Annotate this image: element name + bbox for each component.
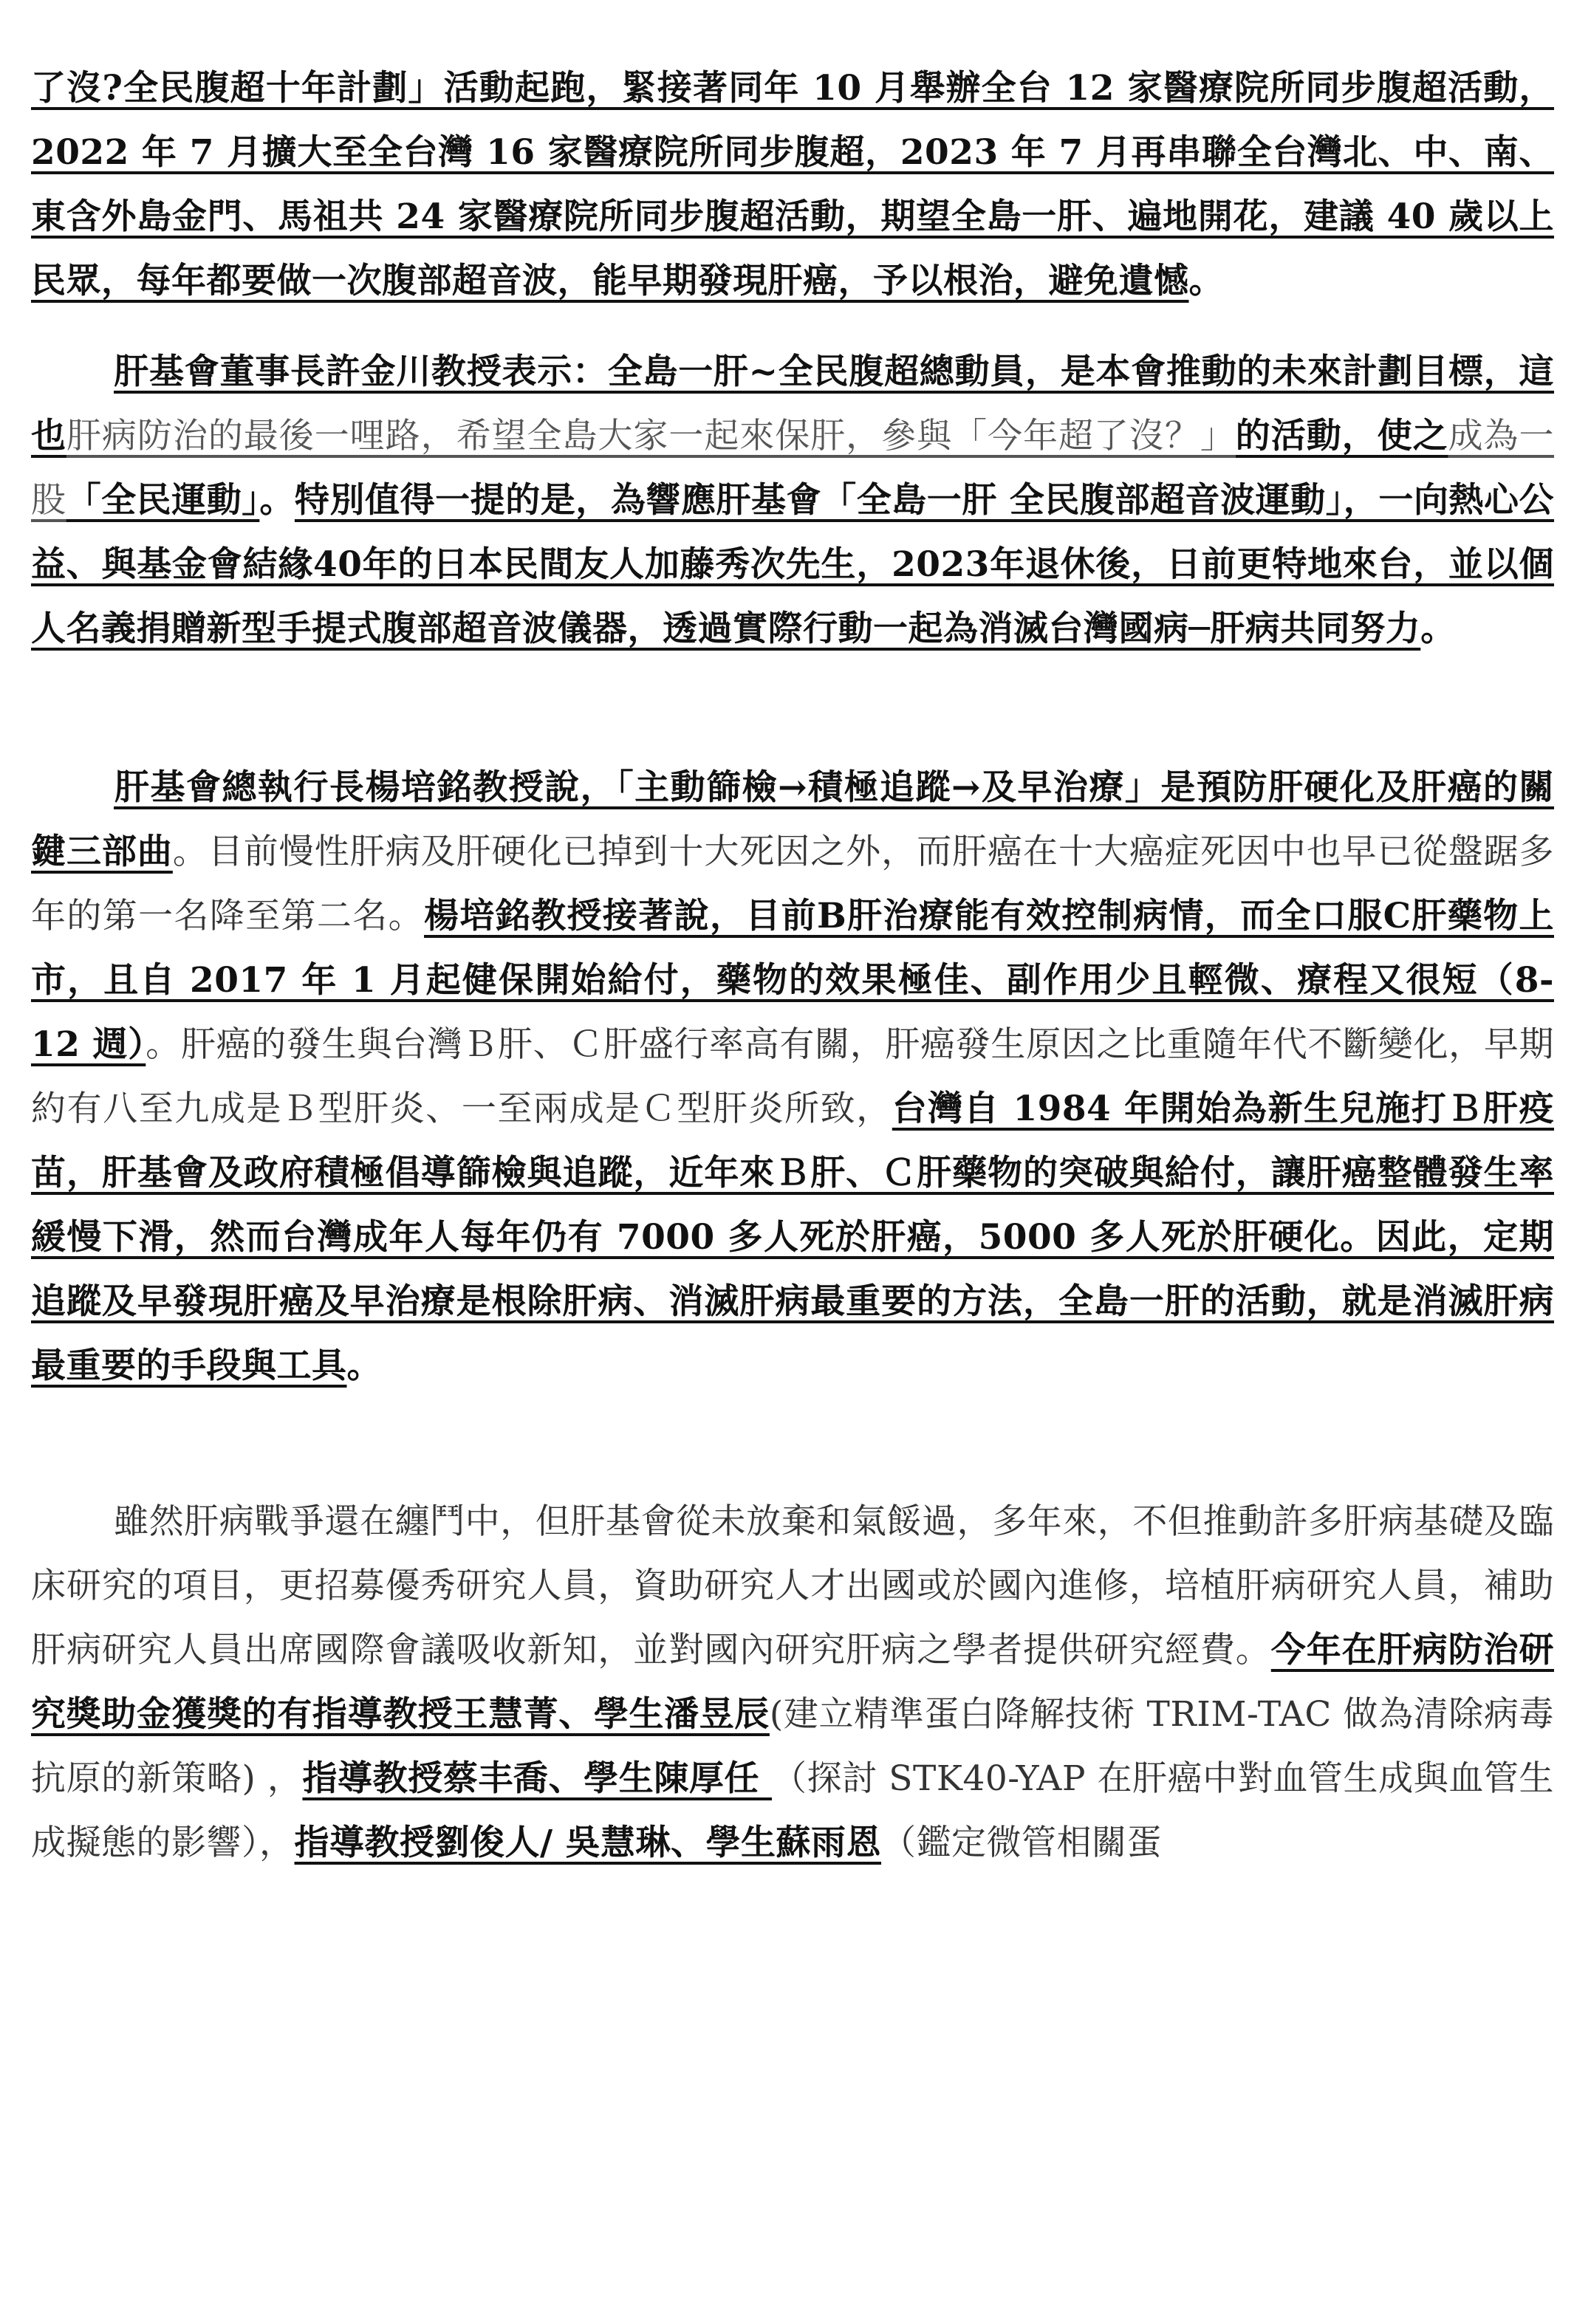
text-run: （鑑定微管相關蛋 [881,1823,1163,1863]
text-run: 楊培銘教授接著說，目前B肝治療能有效控制病情，而全口服C肝藥物上市，且自 2017 年 1 月起健保開始給付，藥物的效果極佳、副作用少且輕微、療程又很短（8-12 週） [31,896,1554,1065]
text-run: 指導教授蔡丰喬、學生陳厚任 [302,1758,773,1799]
text-run: 成為一股 [31,416,1555,521]
paragraph-2 [31,340,1554,661]
text-run: 肝病防治的最後一哩路，希望全島大家一起來保肝，參與「今年超了沒？」 [66,416,1236,456]
text-run: 雖然肝病戰爭還在纏鬥中，但肝基會從未放棄和氣餒過，多年來，不但推動許多肝病基礎及臨床研究的項目，更招募優秀研究人員，資助研究人才出國或於國內進修，培植肝病研究人員，補助肝病研究人員出席國際會議吸收新知，並對國內研究肝病之學者提供研究經費。 [31,1501,1554,1670]
text-run: 。目前慢性肝病及肝硬化已掉到十大死因之外，而肝癌在十大癌症死因中也早已從盤踞多年的第一名降至第二名。 [31,832,1554,936]
text-run: 特別值得一提的是，為響應肝基會「全島一肝 全民腹部超音波運動」，一向熱心公益、與基金會結緣40年的日本民間友人加藤秀次先生，2023年退休後，日前更特地來台，並以個人名義捐贈新型手提式腹部超音波儀器，透過實際行動一起為消滅台灣國病─肝病共同努力 [31,480,1555,649]
text-run: 「全民運動」 [66,480,260,521]
paragraph-4 [31,1490,1554,1875]
text-run: 了沒?全民腹超十年計劃」活動起跑，緊接著同年 10 月舉辦全台 12 家醫療院所同步腹超活動，2022 年 7 月擴大至全台灣 16 家醫療院所同步腹超，2023 年 7 月再串聯全台灣北、中、南、東含外島金門、馬祖共 24 家醫療院所同步腹超活動，期望全島一肝、遍地開花，建議 40 歲以上民眾，每年都要做一次腹部超音波，能早期發現肝癌，予以根治，避免遺憾 [31,68,1554,301]
text-run: 。 [1420,609,1456,649]
text-run: 的活動，使之 [1235,416,1448,456]
text-run: 。 [346,1346,382,1386]
text-run: 。 [259,480,295,521]
paragraph-3 [31,755,1554,1398]
text-run: 。肝癌的發生與台灣Ｂ肝、Ｃ肝盛行率高有關，肝癌發生原因之比重隨年代不斷變化，早期約有八至九成是Ｂ型肝炎、一至兩成是Ｃ型肝炎所致， [31,1024,1554,1129]
text-run: (建立精準蛋白降解技術 TRIM-TAC 做為清除病毒抗原的新策略) ， [31,1694,1554,1799]
paragraph-1 [31,56,1554,313]
text-run: 指導教授劉俊人/ 吳慧琳、學生蘇雨恩 [294,1823,882,1863]
text-run: 。 [1188,261,1224,301]
text-run: 今年在肝病防治研究獎助金獲獎的有指導教授王慧菁、學生潘昱辰 [31,1630,1554,1735]
text-run: 台灣自 1984 年開始為新生兒施打Ｂ肝疫苗，肝基會及政府積極倡導篩檢與追蹤，近年來Ｂ肝、Ｃ肝藥物的突破與給付，讓肝癌整體發生率緩慢下滑，然而台灣成年人每年仍有 7000 多人死於肝癌，5000 多人死於肝硬化。因此，定期追蹤及早發現肝癌及早治療是根除肝病、消滅肝病最重要的方法，全島一肝的活動，就是消滅肝病最重要的手段與工具 [31,1089,1554,1386]
text-run: 肝基會總執行長楊培銘教授說，「主動篩檢→積極追蹤→及早治療」是預防肝硬化及肝癌的關鍵三部曲 [31,767,1554,872]
text-run: （探討 STK40-YAP 在肝癌中對血管生成與血管生成擬態的影響）， [31,1758,1554,1863]
text-run: 肝基會董事長許金川教授表示：全島一肝~全民腹超總動員，是本會推動的未來計劃目標，這也 [31,352,1554,456]
